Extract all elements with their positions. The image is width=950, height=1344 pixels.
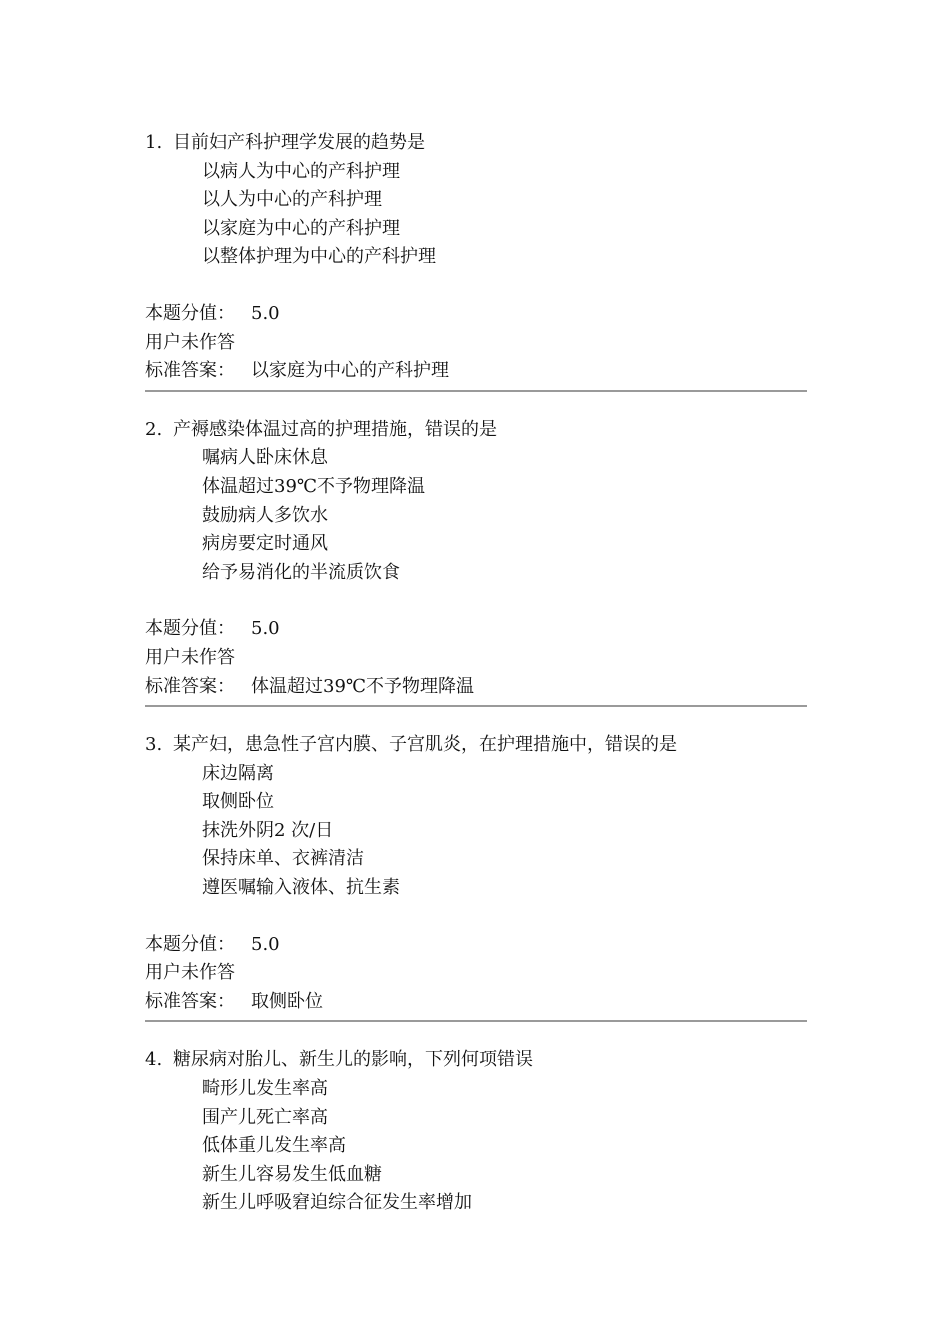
standard-answer-value: 体温超过39℃不予物理降温	[251, 675, 475, 697]
option-item[interactable]: 取侧卧位	[202, 791, 274, 813]
score-label: 本题分值：	[145, 302, 235, 324]
option-item[interactable]: 以人为中心的产科护理	[202, 189, 382, 211]
answer-status: 用户未作答	[145, 646, 235, 668]
score-row	[145, 300, 807, 329]
standard-answer-value: 以家庭为中心的产科护理	[251, 360, 449, 382]
standard-answer-value: 取侧卧位	[251, 990, 323, 1012]
question-text: 目前妇产科护理学发展的趋势是	[173, 132, 425, 153]
option-item[interactable]: 围产儿死亡率高	[202, 1106, 328, 1128]
standard-answer-label: 标准答案：	[145, 675, 235, 697]
answer-status: 用户未作答	[145, 331, 235, 353]
option-item[interactable]: 抹洗外阴2 次/日	[202, 819, 334, 841]
question-text: 糖尿病对胎儿、新生儿的影响，下列何项错误	[173, 1049, 533, 1071]
standard-answer-label: 标准答案：	[145, 990, 235, 1012]
option-item[interactable]: 体温超过39℃不予物理降温	[202, 475, 426, 497]
answer-status: 用户未作答	[145, 962, 235, 984]
option-item[interactable]: 低体重儿发生率高	[202, 1135, 346, 1157]
divider	[145, 390, 807, 392]
question-title	[145, 129, 807, 158]
score-label: 本题分值：	[145, 933, 235, 955]
question-title	[145, 416, 807, 445]
standard-answer-label: 标准答案：	[145, 360, 235, 382]
divider	[145, 1020, 807, 1022]
option-item[interactable]: 新生儿呼吸窘迫综合征发生率增加	[202, 1192, 472, 1214]
score-row	[145, 615, 807, 644]
score-value: 5.0	[251, 302, 280, 324]
divider	[145, 705, 807, 707]
option-item[interactable]: 遵医嘱输入液体、抗生素	[202, 877, 400, 899]
question-1	[145, 129, 807, 392]
question-2	[145, 416, 807, 707]
standard-answer-row	[145, 673, 807, 702]
standard-answer-row	[145, 988, 807, 1017]
question-meta	[145, 615, 807, 701]
question-3	[145, 731, 807, 1022]
option-list	[145, 760, 807, 903]
question-title	[145, 1046, 807, 1075]
option-item[interactable]: 以家庭为中心的产科护理	[202, 217, 400, 239]
option-list	[145, 158, 807, 272]
score-value: 5.0	[251, 618, 280, 640]
question-title	[145, 731, 807, 760]
option-item[interactable]: 嘱病人卧床休息	[202, 447, 328, 469]
option-item[interactable]: 新生儿容易发生低血糖	[202, 1163, 382, 1185]
option-item[interactable]: 病房要定时通风	[202, 533, 328, 555]
question-number: 2.	[145, 418, 163, 440]
option-item[interactable]: 以病人为中心的产科护理	[202, 160, 400, 182]
question-text: 某产妇，患急性子宫内膜、子宫肌炎，在护理措施中，错误的是	[173, 734, 677, 756]
question-meta	[145, 300, 807, 386]
question-number: 1.	[145, 132, 163, 153]
question-4	[145, 1046, 807, 1218]
question-number: 3.	[145, 734, 163, 756]
option-item[interactable]: 保持床单、衣裤清洁	[202, 848, 364, 870]
score-row	[145, 931, 807, 960]
option-item[interactable]: 畸形儿发生率高	[202, 1078, 328, 1100]
option-item[interactable]: 鼓励病人多饮水	[202, 504, 328, 526]
score-label: 本题分值：	[145, 618, 235, 640]
question-text: 产褥感染体温过高的护理措施，错误的是	[173, 418, 497, 440]
option-list	[145, 1075, 807, 1218]
option-item[interactable]: 给予易消化的半流质饮食	[202, 561, 400, 583]
question-number: 4.	[145, 1049, 163, 1071]
question-meta	[145, 931, 807, 1017]
option-item[interactable]: 以整体护理为中心的产科护理	[202, 246, 436, 268]
option-list	[145, 444, 807, 587]
score-value: 5.0	[251, 933, 280, 955]
standard-answer-row	[145, 357, 807, 386]
option-item[interactable]: 床边隔离	[202, 762, 274, 784]
quiz-page	[145, 129, 807, 1218]
